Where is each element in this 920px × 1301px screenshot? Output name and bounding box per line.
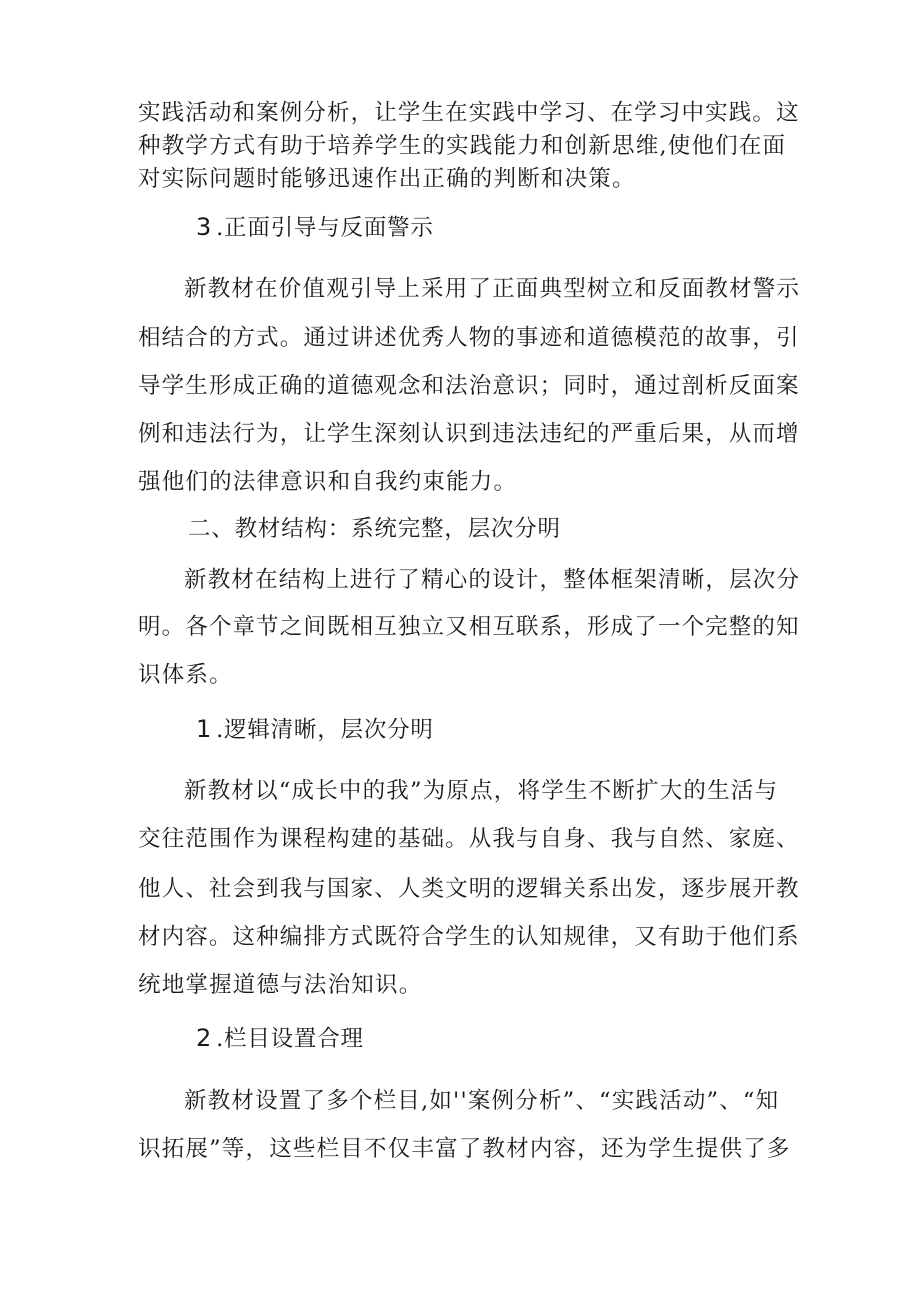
heading-text: .正面引导与反面警示	[216, 215, 434, 241]
paragraph-line: 新教材在结构上进行了精心的设计，整体框架清晰，层次分	[184, 567, 801, 593]
paragraph-line: 统地掌握道德与法治知识。	[138, 972, 423, 998]
paragraph-line: 新教材以“成长中的我”为原点，将学生不断扩大的生活与	[184, 778, 779, 804]
subsection-heading-3	[196, 211, 434, 244]
subsection-heading-1	[196, 713, 434, 746]
paragraph-line: 对实际问题时能够迅速作出正确的判断和决策。	[138, 166, 636, 192]
paragraph-line: 相结合的方式。通过讲述优秀人物的事迹和道德模范的故事，引	[138, 325, 800, 351]
subsection-heading-2	[196, 1022, 364, 1055]
paragraph-line: 例和违法行为，让学生深刻认识到违法违纪的严重后果，从而增	[138, 421, 800, 447]
paragraph-line: 交往范围作为课程构建的基础。从我与自身、我与自然、家庭、	[138, 826, 800, 852]
paragraph-line: 实践活动和案例分析，让学生在实践中学习、在学习中实践。这	[138, 100, 800, 126]
paragraph-line: 材内容。这种编排方式既符合学生的认知规律，又有助于他们系	[138, 924, 800, 950]
paragraph-line: 识拓展”等，这些栏目不仅丰富了教材内容，还为学生提供了多	[138, 1136, 791, 1162]
heading-text: .逻辑清晰，层次分明	[216, 717, 434, 743]
paragraph-line: 新教材设置了多个栏目,如''案例分析”、“实践活动”、“知	[184, 1088, 780, 1114]
paragraph-line: 种教学方式有助于培养学生的实践能力和创新思维,使他们在面	[138, 133, 787, 159]
paragraph-line: 导学生形成正确的道德观念和法治意识；同时，通过剖析反面案	[138, 373, 800, 399]
paragraph-line: 识体系。	[138, 662, 233, 688]
section-heading: 二、教材结构：系统完整，层次分明	[188, 516, 561, 542]
paragraph-line: 明。各个章节之间既相互独立又相互联系，形成了一个完整的知	[138, 614, 800, 640]
heading-number: 2	[196, 1024, 213, 1052]
paragraph-line: 强他们的法律意识和自我约束能力。	[138, 469, 518, 495]
paragraph-line: 新教材在价值观引导上采用了正面典型树立和反面教材警示	[184, 276, 801, 302]
heading-number: 3	[196, 213, 213, 241]
paragraph-line: 他人、社会到我与国家、人类文明的逻辑关系出发，逐步展开教	[138, 876, 800, 902]
heading-text: .栏目设置合理	[216, 1026, 364, 1052]
heading-number: 1	[196, 715, 213, 743]
